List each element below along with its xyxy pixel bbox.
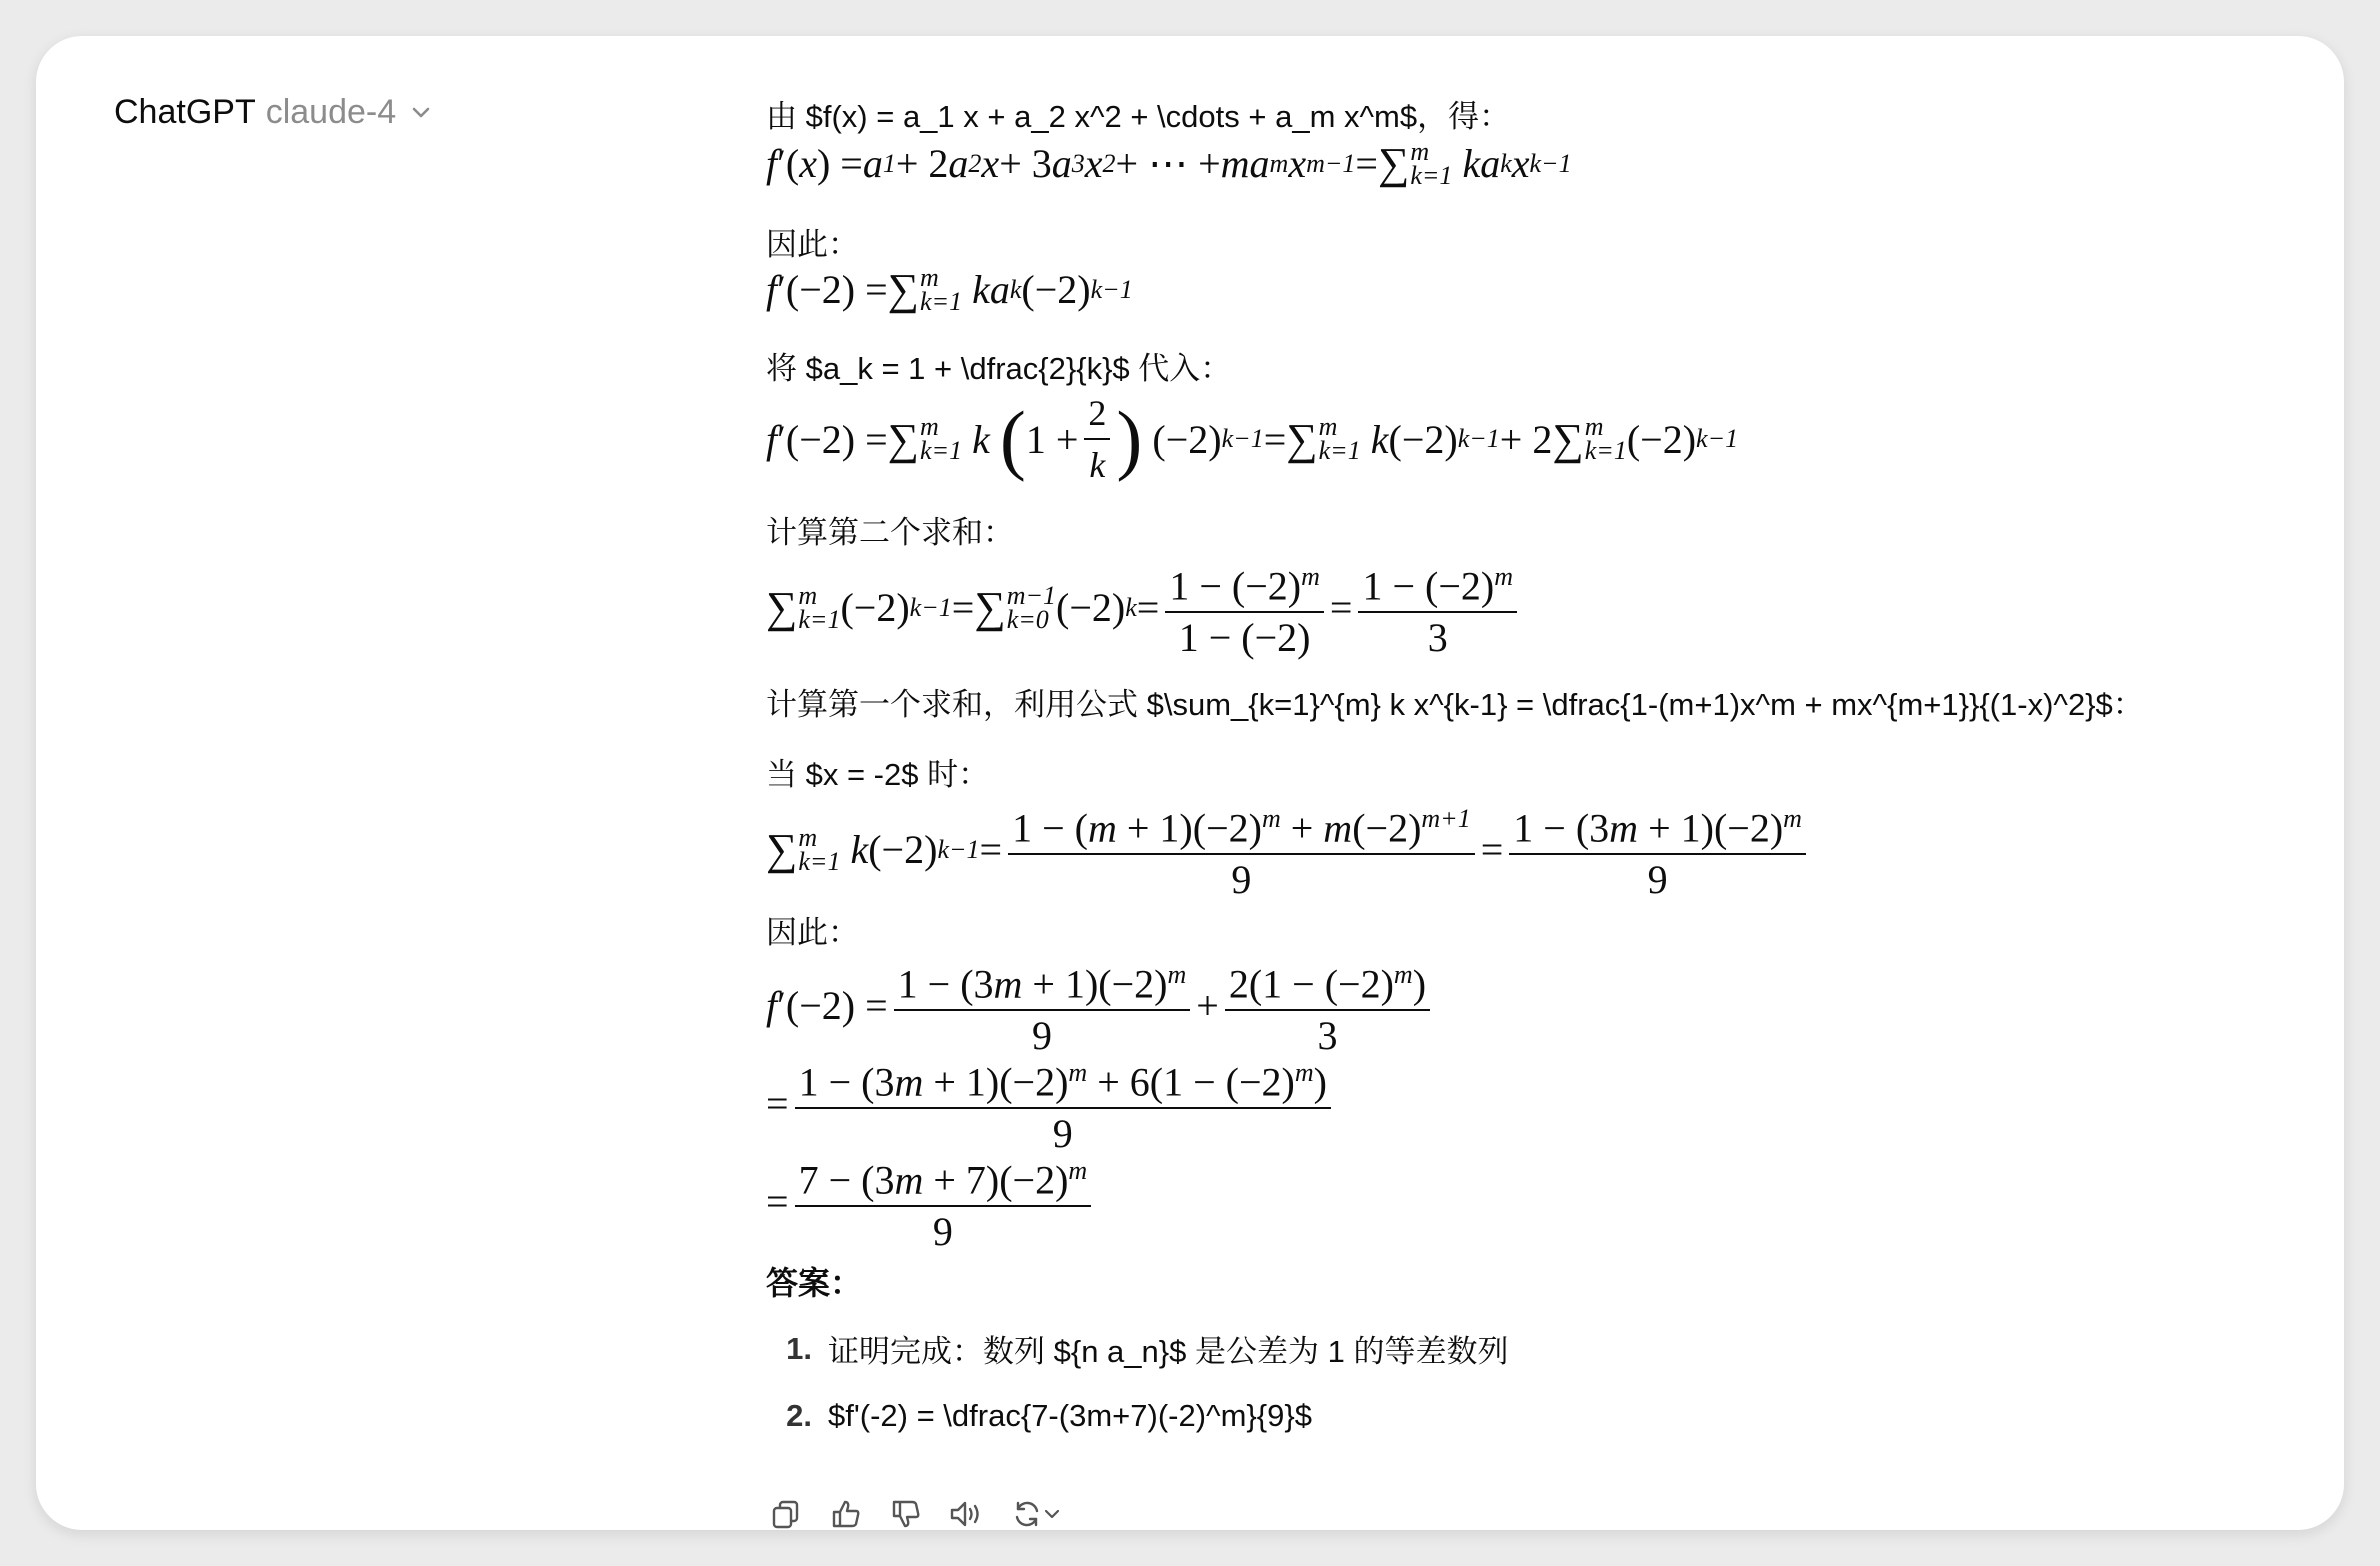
chevron-down-icon	[410, 101, 432, 123]
answer-text: 证明完成：数列 ${n a_n}$ 是公差为 1 的等差数列	[828, 1334, 1509, 1369]
brand-label: ChatGPT	[114, 92, 256, 131]
thumbs-up-icon	[830, 1498, 862, 1530]
chevron-down-icon	[1043, 1505, 1061, 1523]
regenerate-button[interactable]	[1006, 1494, 1066, 1534]
thumbs-down-icon	[890, 1498, 922, 1530]
message-actions	[766, 1494, 1066, 1534]
second-sum-formula: ∑ m k=1 (−2) k−1 = ∑ m−1 k=0 (−2) k = $\frac{1 - (-2)^m}{1 - (-2)}$ = $\frac{1 - (-2)^m}{3}$	[766, 554, 1523, 661]
copy-button[interactable]	[766, 1494, 806, 1534]
first-sum-formula: ∑ m k=1 k (−2) k−1 = $\frac{1 - (m + 1)(-2)^m + m(-2)^{m+1}}{9}$ = $\frac{1 - (3m + 1)(-2)^m}{9}$	[766, 796, 1812, 903]
result-step-1: f ′(−2) = $\frac{1 - (3m + 1)(-2)^m}{9}$ + $\frac{2(1 - (-2)^m)}{3}$	[766, 952, 1436, 1059]
fprime-minus2-sum: f ′(−2) = ∑ m k=1 ka k (−2) k−1	[766, 262, 1133, 316]
answer-heading: 答案：	[766, 1265, 863, 1301]
thumbs-down-button[interactable]	[886, 1494, 926, 1534]
substituted-formula: f ′(−2) = ∑ m k=1 k ( 1 + $\frac{2}{k}$ ) (−2) k−1 = ∑ m k=1 k (−2) k−1 + 2 ∑ m k=1 (−2) k−1	[766, 390, 1738, 488]
thumbs-up-button[interactable]	[826, 1494, 866, 1534]
therefore-text-2: 因此：	[766, 915, 859, 950]
result-step-3: = $\frac{7 - (3m + 7)(-2)^m}{9}$	[766, 1148, 1097, 1255]
derivative-formula: f ′( x ) = a 1 + 2 a 2 x + 3 a 3 x 2 + ⋯ + ma m x m−1 = ∑ m k=1 ka k x k−1	[766, 136, 1572, 190]
when-text: 当 $x = -2$ 时：	[766, 757, 990, 792]
substitute-text: 将 $a_k = 1 + \dfrac{2}{k}$ 代入：	[766, 351, 1232, 386]
model-label: claude-4	[265, 92, 397, 131]
model-selector[interactable]	[114, 88, 432, 136]
regenerate-icon	[1011, 1498, 1043, 1530]
answer-number: 1.	[786, 1330, 812, 1366]
therefore-text: 因此：	[766, 227, 859, 262]
answer-item	[766, 1398, 1312, 1434]
result-step-2: = $\frac{1 - (3m + 1)(-2)^m + 6(1 - (-2)^m)}{9}$	[766, 1050, 1337, 1157]
answer-item	[766, 1326, 1508, 1371]
read-aloud-icon	[948, 1498, 984, 1530]
copy-icon	[770, 1498, 802, 1530]
read-aloud-button[interactable]	[946, 1494, 986, 1534]
answer-text: $f'(-2) = \dfrac{7-(3m+7)(-2)^m}{9}$	[828, 1398, 1312, 1433]
first-sum-text: 计算第一个求和，利用公式 $\sum_{k=1}^{m} k x^{k-1} = \dfrac{1-(m+1)x^m + mx^{m+1}}{(1-x)^2}$：	[766, 687, 2144, 722]
second-sum-text: 计算第二个求和：	[766, 515, 1014, 550]
chat-card	[36, 36, 2344, 1530]
answer-number: 2.	[786, 1398, 812, 1433]
intro-text: 由 $f(x) = a_1 x + a_2 x^2 + \cdots + a_m x^m$，得：	[766, 99, 1511, 134]
